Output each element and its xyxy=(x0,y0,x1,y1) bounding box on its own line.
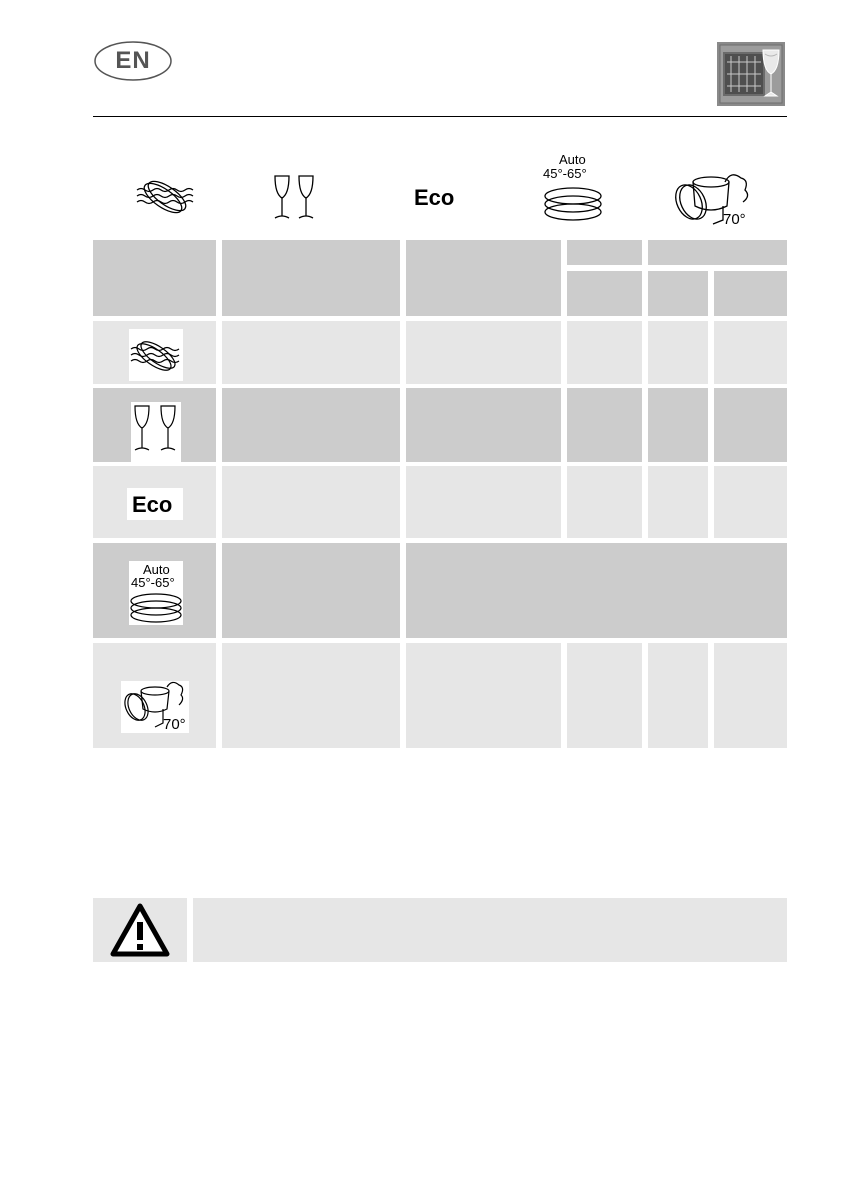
language-code: EN xyxy=(115,47,151,74)
table-row-icon-cell xyxy=(93,643,216,748)
header-cell-programme xyxy=(93,240,216,316)
table-cell xyxy=(222,643,400,748)
table-row-icon-cell xyxy=(93,388,216,462)
table-row-icon-cell xyxy=(93,543,216,638)
table-cell xyxy=(714,643,787,748)
intensive-temp-label: 70° xyxy=(723,211,746,228)
table-cell xyxy=(648,643,708,748)
warning-text-panel xyxy=(193,898,787,962)
rinse-icon xyxy=(93,321,216,384)
table-cell xyxy=(648,466,708,538)
table-cell xyxy=(406,466,561,538)
intensive-icon xyxy=(673,160,753,230)
language-badge xyxy=(94,40,172,82)
eco-icon xyxy=(408,160,468,230)
table-cell xyxy=(648,321,708,384)
dishwasher-glass-icon xyxy=(717,42,785,106)
table-cell xyxy=(406,321,561,384)
auto-range-label: 45°-65° xyxy=(543,166,587,181)
table-cell xyxy=(648,388,708,462)
table-cell xyxy=(567,388,642,462)
intensive-icon xyxy=(93,643,216,748)
table-cell xyxy=(406,643,561,748)
intensive-row-temp: 70° xyxy=(163,716,186,733)
programme-table xyxy=(93,240,787,748)
header-subcell-3 xyxy=(714,271,787,316)
programme-icon-row xyxy=(93,152,787,230)
auto-icon xyxy=(535,152,613,230)
auto-row-label: Auto xyxy=(143,562,170,577)
table-cell xyxy=(714,321,787,384)
table-cell xyxy=(714,466,787,538)
table-cell xyxy=(222,388,400,462)
header-rule xyxy=(93,116,787,117)
glasses-icon xyxy=(93,388,216,462)
table-cell xyxy=(222,321,400,384)
header-subcell-2 xyxy=(648,271,708,316)
table-cell xyxy=(222,543,400,638)
table-cell xyxy=(714,388,787,462)
header-cell-consumption xyxy=(648,240,787,265)
glasses-icon xyxy=(269,160,321,230)
table-row-icon-cell xyxy=(93,321,216,384)
table-cell-merged xyxy=(406,543,787,638)
auto-row-range: 45°-65° xyxy=(131,575,175,590)
eco-label: Eco xyxy=(414,185,455,210)
eco-row-label: Eco xyxy=(132,492,173,517)
table-cell xyxy=(567,321,642,384)
header-subcell-1 xyxy=(567,271,642,316)
table-cell xyxy=(567,466,642,538)
table-cell xyxy=(567,643,642,748)
header-cell-description xyxy=(222,240,400,316)
header-cell-duration xyxy=(567,240,642,265)
table-cell xyxy=(406,388,561,462)
table-cell xyxy=(222,466,400,538)
rinse-icon xyxy=(133,160,197,230)
warning-box xyxy=(93,898,787,962)
table-row-icon-cell xyxy=(93,466,216,538)
header-cell-phases xyxy=(406,240,561,316)
eco-icon xyxy=(93,466,216,538)
auto-label: Auto xyxy=(559,152,586,167)
auto-icon xyxy=(93,543,216,638)
warning-triangle-icon xyxy=(93,898,187,962)
